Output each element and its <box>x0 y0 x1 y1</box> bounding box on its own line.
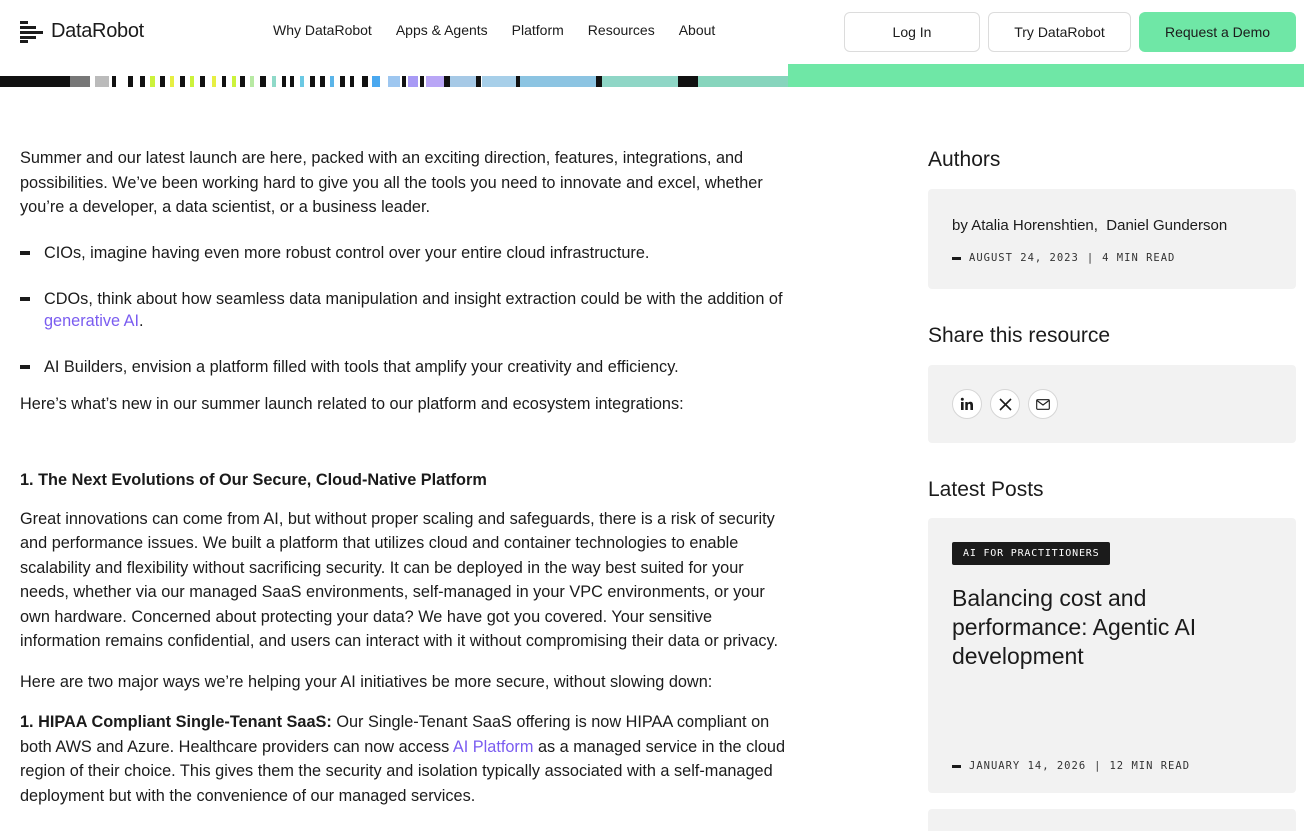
menu-resources[interactable]: Resources <box>587 22 655 38</box>
login-button[interactable]: Log In <box>844 12 980 52</box>
hipaa-paragraph: 1. HIPAA Compliant Single-Tenant SaaS: Our Single-Tenant SaaS offering is now HIPAA compliant on both AWS and Azure. Healthcare providers can now access AI Platform as a managed service in the cloud region of their choice. This gives them the security and isolation typically associated with a self-managed deployment but with the convenience of our managed services. <box>20 713 786 805</box>
menu-platform[interactable]: Platform <box>511 22 564 38</box>
linkedin-icon[interactable] <box>952 389 982 419</box>
logo[interactable] <box>20 20 144 43</box>
section-lead: Here are two major ways we’re helping your AI initiatives be more secure, without slowing down: <box>20 672 713 691</box>
generative-ai-link[interactable]: generative AI <box>44 311 140 330</box>
logo-text: DataRobot <box>51 20 144 42</box>
section-heading: 1. The Next Evolutions of Our Secure, Cloud-Native Platform <box>20 471 487 489</box>
article-meta: AUGUST 24, 2023 | 4 MIN READ <box>952 252 1175 264</box>
post-category-tag[interactable]: AI FOR PRACTITIONERS <box>952 542 1110 565</box>
author-name[interactable]: Atalia Horenshtien <box>971 217 1094 234</box>
publish-date: AUGUST 24, 2023 <box>969 252 1079 264</box>
latest-posts-heading: Latest Posts <box>928 478 1044 501</box>
request-demo-button[interactable]: Request a Demo <box>1139 12 1296 52</box>
section-body: Great innovations can come from AI, but without proper scaling and safeguards, there is a risk of security and performance issues. We built a platform that utilizes cloud and container technologies to enable scalability and flexibility without sacrificing security. It can be deployed in the way best suited for your needs, whether via our managed SaaS environments, self-managed in your VPC environments, or your own hardware. Concerned about protecting your data? We have got you covered. Your sensitive information remains confidential, and users can interact with it without compromising their data or privacy. <box>20 509 779 650</box>
article-lead: Here’s what’s new in our summer launch related to our platform and ecosystem integrations: <box>20 394 684 413</box>
author-line: by Atalia Horenshtien, Daniel Gunderson <box>952 217 1228 234</box>
logo-icon <box>20 21 43 43</box>
post-meta: JANUARY 14, 2026 | 12 MIN READ <box>952 760 1190 772</box>
list-item: AI Builders, envision a platform filled with tools that amplify your creativity and efficiency. <box>20 356 796 378</box>
email-icon[interactable] <box>1028 389 1058 419</box>
post-date: JANUARY 14, 2026 <box>969 760 1087 772</box>
list-item: CDOs, think about how seamless data manipulation and insight extraction could be with the addition of generative AI. <box>20 288 796 332</box>
authors-heading: Authors <box>928 148 1001 171</box>
article-body <box>20 146 796 808</box>
latest-post-card[interactable] <box>928 518 1296 793</box>
menu-apps-agents[interactable]: Apps & Agents <box>395 22 488 38</box>
x-icon[interactable] <box>990 389 1020 419</box>
list-item: CIOs, imagine having even more robust control over your entire cloud infrastructure. <box>20 242 796 264</box>
post-title[interactable]: Balancing cost and performance: Agentic AI development <box>952 585 1197 669</box>
ai-platform-link[interactable]: AI Platform <box>452 737 534 756</box>
try-datarobot-button[interactable]: Try DataRobot <box>988 12 1131 52</box>
latest-post-card[interactable] <box>928 809 1296 831</box>
hero-graphic-strip <box>0 64 1304 87</box>
hipaa-title: 1. HIPAA Compliant Single-Tenant SaaS: <box>20 713 332 731</box>
article-intro: Summer and our latest launch are here, packed with an exciting direction, features, integrations, and possibilities. We’ve been working hard to give you all the tools you need to innovate and excel, whether you’re a developer, a data scientist, or a business leader. <box>20 149 763 216</box>
top-nav <box>0 0 1304 64</box>
hero-pattern <box>0 64 1304 87</box>
main-menu <box>273 22 715 38</box>
menu-why-datarobot[interactable]: Why DataRobot <box>273 22 372 38</box>
menu-about[interactable]: About <box>678 22 716 38</box>
read-time: 4 MIN READ <box>1102 252 1176 264</box>
share-buttons <box>952 389 1058 419</box>
share-card <box>928 365 1296 443</box>
author-name[interactable]: Daniel Gunderson <box>1106 217 1228 234</box>
audience-list <box>20 242 796 378</box>
authors-card <box>928 189 1296 289</box>
share-heading: Share this resource <box>928 324 1111 347</box>
post-read-time: 12 MIN READ <box>1109 760 1191 772</box>
